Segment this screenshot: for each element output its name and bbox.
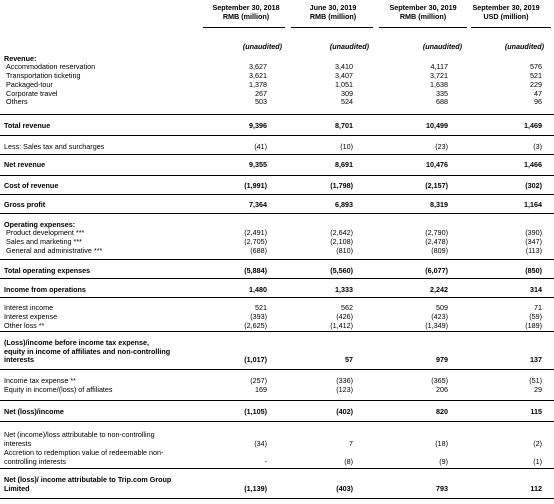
- cell-value: 1,480: [249, 285, 267, 294]
- table-row: [0, 475, 554, 493]
- column-header-line2: RMB (million): [309, 11, 357, 21]
- column-header-jun-2019: [285, 4, 381, 21]
- cell-value: 1,164: [524, 200, 542, 209]
- cell-value: (1,798): [330, 181, 353, 190]
- cell-value: 7,364: [249, 200, 267, 209]
- table-row: [0, 143, 554, 151]
- header-underline: [379, 27, 467, 28]
- cell-value: (189): [525, 321, 542, 330]
- row-label: Net (loss)/ income attributable to Trip.com Group Limited: [4, 475, 172, 493]
- cell-value: (34): [254, 438, 267, 448]
- header-underline: [471, 27, 551, 28]
- cell-value: 521: [530, 71, 542, 80]
- row-label: Less: Sales tax and surcharges: [4, 142, 105, 151]
- row-divider: [0, 400, 554, 401]
- row-label: Total operating expenses: [4, 266, 91, 275]
- row-label: Net (loss)/income: [4, 407, 64, 416]
- cell-value: 169: [255, 385, 267, 394]
- column-header-line1: September 30, 2019: [389, 3, 457, 12]
- row-divider: [0, 194, 554, 195]
- column-header-line1: September 30, 2019: [472, 3, 540, 12]
- cell-value: 7: [349, 438, 353, 448]
- row-label: (Loss)/income before income tax expense, equity in income of affiliates and non-controlling interests: [4, 338, 171, 364]
- row-divider: [0, 259, 554, 260]
- column-header-line2: USD (million): [483, 11, 529, 21]
- column-header-sep-2018: [198, 4, 294, 21]
- cell-value: (1,105): [244, 407, 267, 416]
- cell-value: (18): [435, 438, 448, 448]
- cell-value: (5,560): [330, 266, 353, 275]
- cell-value: (365): [431, 376, 448, 385]
- table-row: [0, 247, 554, 255]
- cell-value: 1,051: [335, 80, 353, 89]
- cell-value: (1,017): [244, 355, 267, 364]
- cell-value: (59): [529, 312, 542, 321]
- row-label: Interest income: [4, 303, 54, 312]
- cell-value: (390): [525, 228, 542, 237]
- cell-value: (2,478): [425, 237, 448, 246]
- cell-value: (402): [336, 407, 353, 416]
- cell-value: (2,790): [425, 228, 448, 237]
- cell-value: 8,691: [335, 160, 353, 169]
- cell-value: 29: [534, 385, 542, 394]
- cell-value: 309: [341, 89, 353, 98]
- row-divider: [0, 331, 554, 332]
- cell-value: 8,319: [430, 200, 448, 209]
- row-label: Other loss **: [4, 321, 45, 330]
- cell-value: (809): [431, 246, 448, 255]
- cell-value: 115: [530, 407, 542, 416]
- row-label: Product development ***: [6, 228, 85, 237]
- table-row: [0, 313, 554, 321]
- column-header-line2: RMB (million): [399, 11, 447, 21]
- cell-value: (2,642): [330, 228, 353, 237]
- cell-value: (810): [336, 246, 353, 255]
- cell-value: (2): [533, 438, 542, 448]
- table-row: [0, 304, 554, 312]
- cell-value: 6,893: [335, 200, 353, 209]
- cell-value: 10,499: [426, 121, 448, 130]
- table-row: [0, 81, 554, 89]
- cell-value: (9): [439, 456, 448, 466]
- table-row: [0, 238, 554, 246]
- cell-value: 3,721: [430, 71, 448, 80]
- cell-value: (336): [336, 376, 353, 385]
- table-row: [0, 90, 554, 98]
- row-divider: [0, 135, 554, 136]
- cell-value: -: [264, 456, 267, 466]
- header-underline: [291, 27, 373, 28]
- cell-value: (302): [525, 181, 542, 190]
- table-row: [0, 98, 554, 106]
- cell-value: (2,625): [244, 321, 267, 330]
- cell-value: 8,701: [335, 121, 353, 130]
- cell-value: 112: [530, 483, 542, 493]
- cell-value: 1,378: [249, 80, 267, 89]
- row-divider: [0, 154, 554, 155]
- unaudited-label: (unaudited): [329, 42, 369, 51]
- cell-value: (403): [336, 483, 353, 493]
- cell-value: (123): [336, 385, 353, 394]
- row-divider: [0, 114, 554, 115]
- row-label: General and administrative ***: [6, 246, 103, 255]
- row-label: Net (income)/loss attributable to non-controlling interests: [4, 430, 155, 448]
- cell-value: 688: [436, 97, 448, 106]
- row-label: Cost of revenue: [4, 181, 59, 190]
- unaudited-label: (unaudited): [504, 42, 544, 51]
- cell-value: (688): [250, 246, 267, 255]
- cell-value: 9,396: [249, 121, 267, 130]
- table-row: [0, 122, 554, 130]
- cell-value: (2,491): [244, 228, 267, 237]
- cell-value: 10,476: [426, 160, 448, 169]
- cell-value: 979: [436, 355, 448, 364]
- row-divider: [0, 213, 554, 214]
- row-label: Sales and marketing ***: [6, 237, 82, 246]
- cell-value: (257): [250, 376, 267, 385]
- row-divider: [0, 468, 554, 469]
- cell-value: (850): [525, 266, 542, 275]
- column-header-line1: September 30, 2018: [212, 3, 280, 12]
- row-label: Revenue:: [4, 54, 37, 63]
- table-row: [0, 386, 554, 394]
- cell-value: (23): [435, 142, 448, 151]
- cell-value: 509: [436, 303, 448, 312]
- cell-value: 2,242: [430, 285, 448, 294]
- cell-value: (5,884): [244, 266, 267, 275]
- table-row: [0, 182, 554, 190]
- cell-value: (1,349): [425, 321, 448, 330]
- row-label: Interest expense: [4, 312, 58, 321]
- unaudited-label: (unaudited): [242, 42, 282, 51]
- row-label: Operating expenses:: [4, 220, 76, 229]
- cell-value: 4,117: [430, 62, 448, 71]
- cell-value: 562: [341, 303, 353, 312]
- cell-value: (426): [336, 312, 353, 321]
- table-row: [0, 377, 554, 385]
- cell-value: 524: [341, 97, 353, 106]
- row-label: Accommodation reservation: [6, 62, 96, 71]
- cell-value: 229: [530, 80, 542, 89]
- table-row: [0, 229, 554, 237]
- cell-value: 1,466: [524, 160, 542, 169]
- table-row: [0, 430, 554, 448]
- cell-value: (8): [344, 456, 353, 466]
- table-row: [0, 448, 554, 466]
- cell-value: (41): [254, 142, 267, 151]
- table-row: [0, 63, 554, 71]
- cell-value: 793: [436, 483, 448, 493]
- cell-value: (347): [525, 237, 542, 246]
- cell-value: 3,410: [335, 62, 353, 71]
- cell-value: 521: [255, 303, 267, 312]
- column-header-line2: RMB (million): [222, 11, 270, 21]
- cell-value: (2,108): [330, 237, 353, 246]
- row-label: Corporate travel: [6, 89, 58, 98]
- row-divider: [0, 498, 554, 499]
- table-row: [0, 72, 554, 80]
- cell-value: 57: [345, 355, 353, 364]
- row-label: Gross profit: [4, 200, 46, 209]
- cell-value: (10): [340, 142, 353, 151]
- table-row: [0, 408, 554, 416]
- cell-value: 314: [530, 285, 542, 294]
- cell-value: 3,621: [249, 71, 267, 80]
- cell-value: 820: [436, 407, 448, 416]
- cell-value: (423): [431, 312, 448, 321]
- cell-value: 137: [530, 355, 542, 364]
- cell-value: (3): [533, 142, 542, 151]
- table-row: [0, 267, 554, 275]
- cell-value: (1,139): [244, 483, 267, 493]
- row-label: Net revenue: [4, 160, 46, 169]
- cell-value: 3,627: [249, 62, 267, 71]
- table-row: [0, 201, 554, 209]
- cell-value: 1,638: [430, 80, 448, 89]
- cell-value: 335: [436, 89, 448, 98]
- table-row: [0, 338, 554, 364]
- cell-value: 1,333: [335, 285, 353, 294]
- row-divider: [0, 297, 554, 298]
- cell-value: 576: [530, 62, 542, 71]
- row-label: Total revenue: [4, 121, 51, 130]
- row-label: Packaged-tour: [6, 80, 53, 89]
- cell-value: 206: [436, 385, 448, 394]
- cell-value: 3,407: [335, 71, 353, 80]
- unaudited-label: (unaudited): [422, 42, 462, 51]
- row-divider: [0, 175, 554, 176]
- cell-value: (113): [525, 246, 542, 255]
- cell-value: 1,469: [524, 121, 542, 130]
- cell-value: 503: [255, 97, 267, 106]
- cell-value: 96: [534, 97, 542, 106]
- table-row: [0, 286, 554, 294]
- header-underline: [203, 27, 285, 28]
- column-header-line1: June 30, 2019: [309, 3, 357, 12]
- table-row: [0, 322, 554, 330]
- column-header-sep-2019-rmb: [375, 4, 471, 21]
- cell-value: (393): [250, 312, 267, 321]
- cell-value: 71: [534, 303, 542, 312]
- cell-value: (1,991): [244, 181, 267, 190]
- cell-value: (1): [533, 456, 542, 466]
- row-divider: [0, 278, 554, 279]
- cell-value: 47: [534, 89, 542, 98]
- cell-value: 9,355: [249, 160, 267, 169]
- cell-value: (6,077): [425, 266, 448, 275]
- column-header-sep-2019-usd: [458, 4, 554, 21]
- cell-value: (1,412): [330, 321, 353, 330]
- cell-value: (2,705): [244, 237, 267, 246]
- row-divider: [0, 369, 554, 370]
- row-label: Others: [6, 97, 28, 106]
- cell-value: 267: [255, 89, 267, 98]
- row-label: Accretion to redemption value of redeemable non- controlling interests: [4, 448, 164, 466]
- row-divider: [0, 421, 554, 422]
- cell-value: (51): [529, 376, 542, 385]
- row-label: Transportation ticketing: [6, 71, 81, 80]
- row-label: Income tax expense **: [4, 376, 76, 385]
- table-row: [0, 161, 554, 169]
- cell-value: (2,157): [425, 181, 448, 190]
- row-label: Income from operations: [4, 285, 86, 294]
- row-label: Equity in income/(loss) of affiliates: [4, 385, 113, 394]
